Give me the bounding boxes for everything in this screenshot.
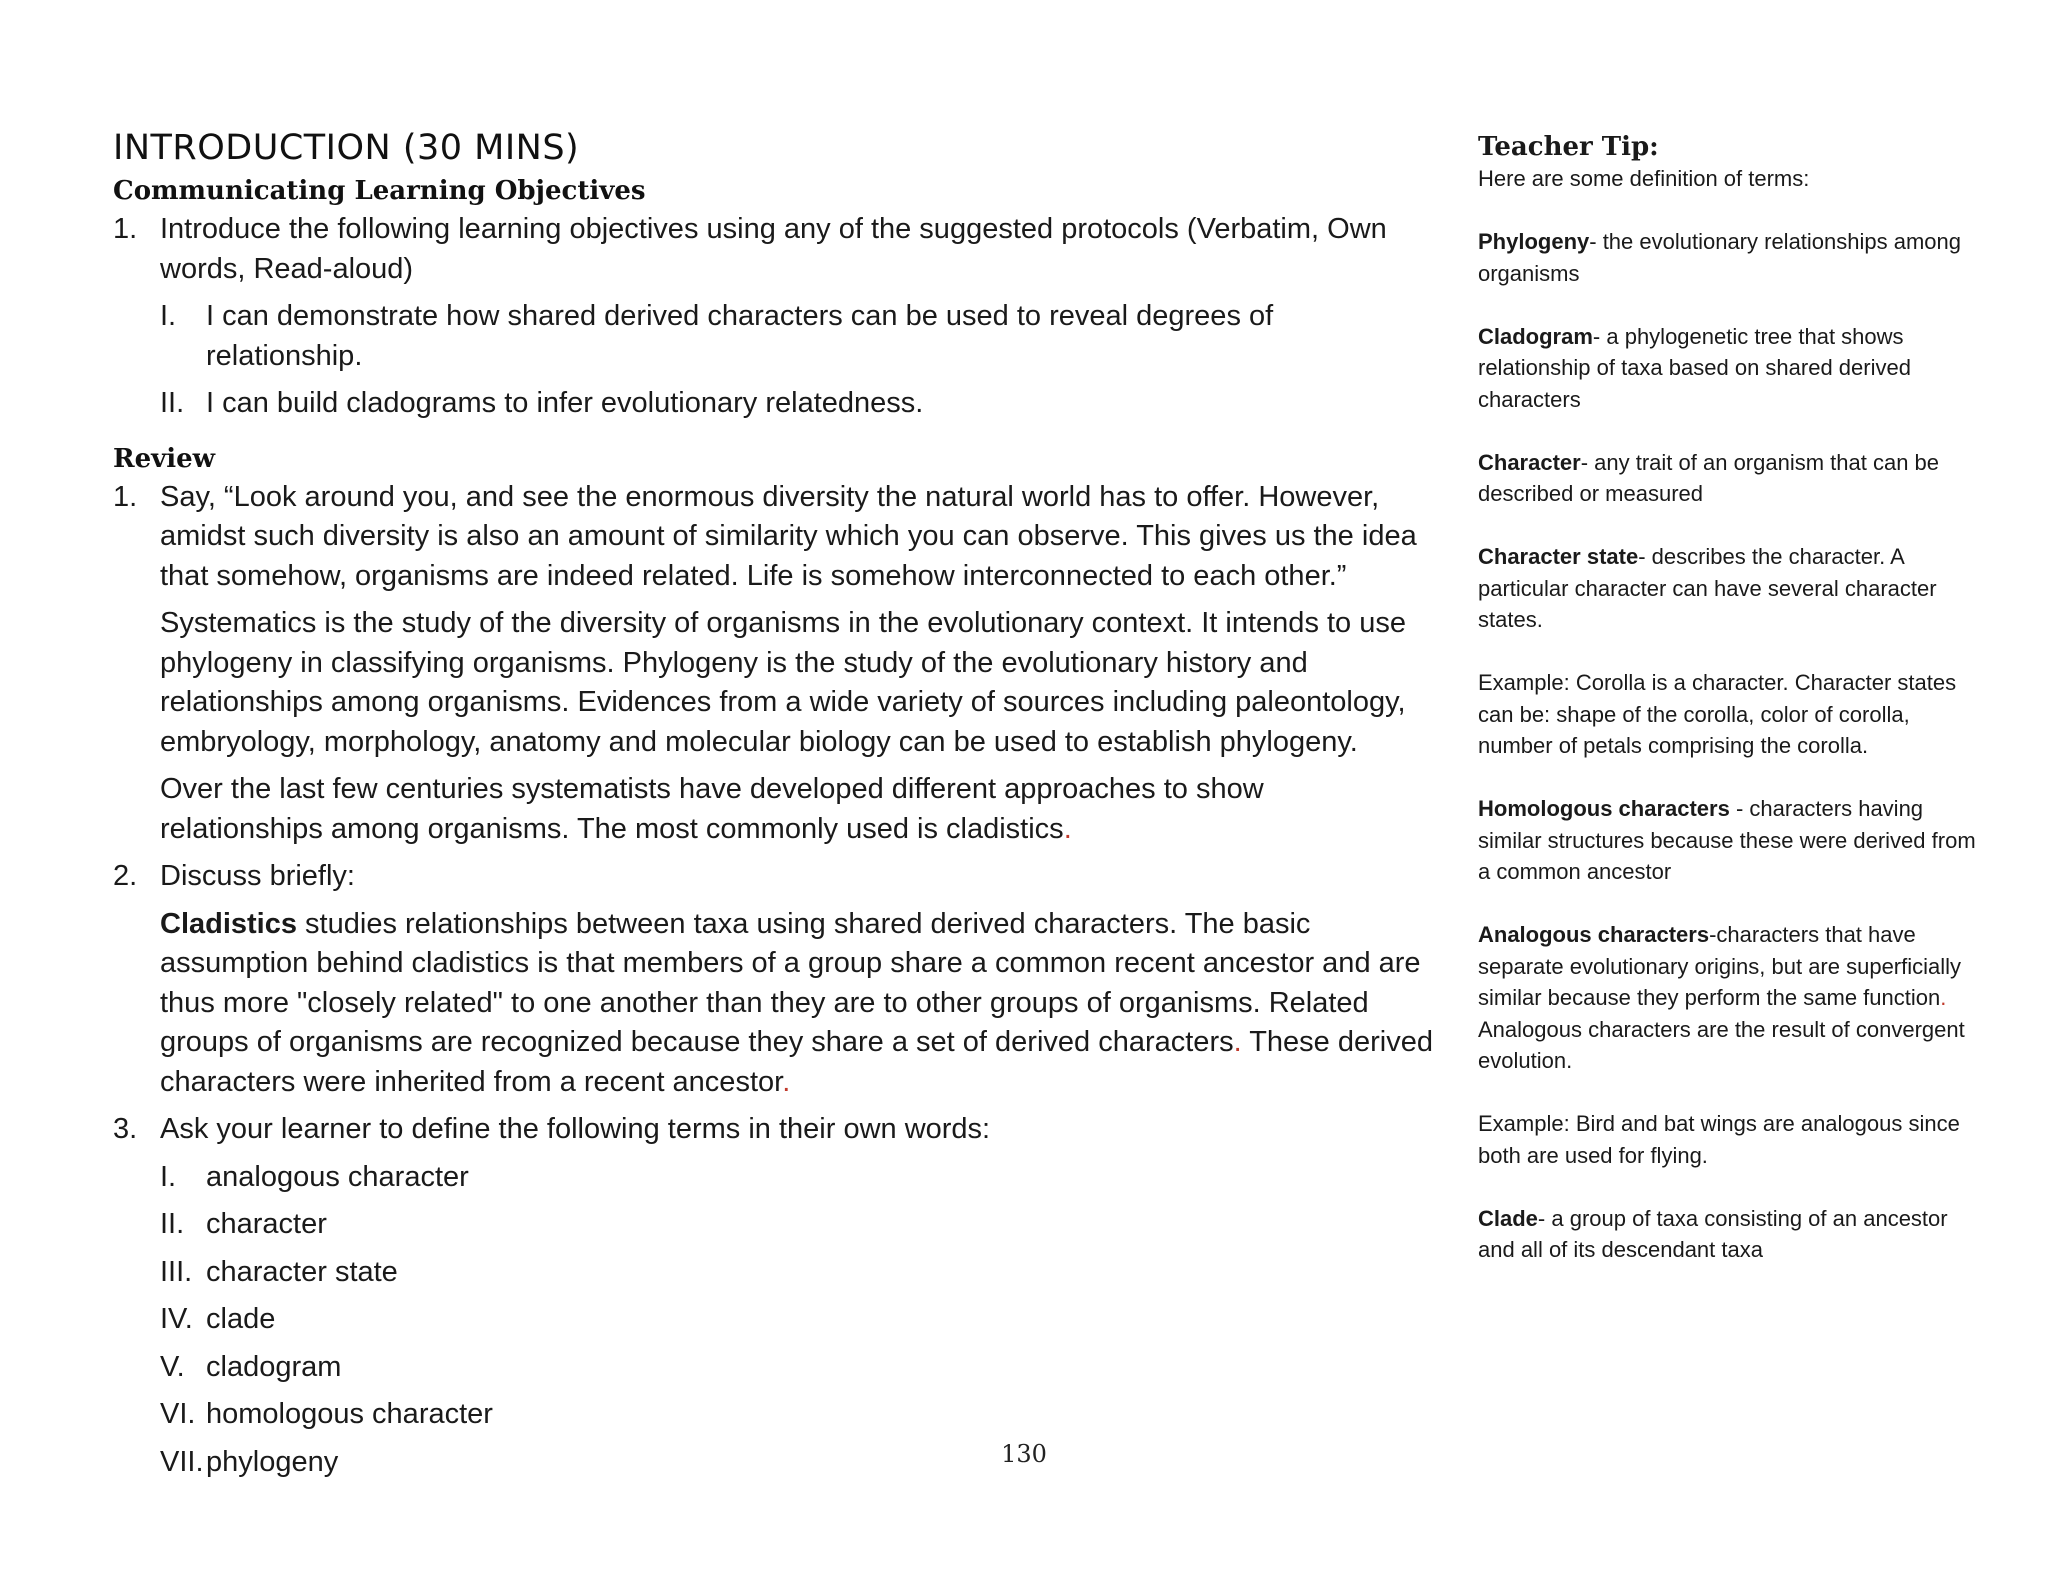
roman-numeral: V. <box>160 1350 185 1383</box>
red-period: . <box>1233 1026 1242 1058</box>
roman-numeral: VI. <box>160 1398 196 1430</box>
objective-item <box>113 384 1433 424</box>
term-text: clade <box>206 1303 276 1335</box>
cladistics-paragraph <box>113 905 1433 1103</box>
objectives-section <box>113 210 1433 424</box>
teacher-tip-intro: Here are some definition of terms: <box>1478 166 1810 191</box>
review-section <box>113 478 1433 1483</box>
list-item <box>113 1110 1433 1150</box>
definition-text: - characters having similar structures because these were derived from a common ancestor <box>1478 796 1976 884</box>
roman-numeral: III. <box>160 1255 193 1288</box>
definition-term: Cladogram <box>1478 323 1593 349</box>
paragraph-text: studies relationships between taxa using shared derived characters. The basic assumption behind cladistics is that members of a group share a common recent ancestor and are thus more "closely related" to one another than they are to other groups of organisms. Related groups of organisms are recognized because they share a set of derived characters <box>160 907 1421 1058</box>
list-item <box>113 857 1433 897</box>
list-item-text: Ask your learner to define the following terms in their own words: <box>160 1113 991 1145</box>
definition-text: - a phylogenetic tree that shows relationship of taxa based on shared derived characters <box>1478 323 1911 412</box>
term-text: cladogram <box>206 1350 342 1383</box>
term-text: character state <box>206 1255 398 1288</box>
term-item <box>113 1205 1433 1245</box>
definition-text: - describes the character. A particular character can have several character states. <box>1478 544 1937 632</box>
definition-character <box>1478 447 1978 510</box>
teacher-tip-sidebar <box>1478 131 1978 1297</box>
definition-clade <box>1478 1203 1978 1266</box>
red-period: . <box>1940 985 1947 1010</box>
term-item <box>113 1395 1433 1435</box>
paragraph <box>113 770 1433 849</box>
definition-homologous <box>1478 793 1978 888</box>
objectives-heading: Communicating Learning Objectives <box>113 176 646 206</box>
objective-text: I can demonstrate how shared derived characters can be used to reveal degrees of relationship. <box>206 300 1274 372</box>
example-corolla: Example: Corolla is a character. Character states can be: shape of the corolla, color of corolla, number of petals comprising the corolla. <box>1478 670 1957 758</box>
main-content <box>113 128 1433 1482</box>
paragraph-text: These derived characters were inherited from a recent ancestor <box>160 1026 1433 1098</box>
list-number: 3. <box>113 1113 138 1145</box>
term-text: analogous character <box>206 1160 469 1193</box>
term-text: homologous character <box>206 1398 493 1430</box>
definition-term: Clade <box>1478 1205 1538 1231</box>
objective-item <box>113 297 1433 376</box>
roman-numeral: II. <box>160 1208 185 1240</box>
term-item <box>113 1158 1433 1198</box>
roman-numeral: I. <box>160 1160 177 1193</box>
definition-term: Character <box>1478 449 1581 475</box>
list-item-text: Say, “Look around you, and see the enormous diversity the natural world has to offer. However, amidst such diversity is also an amount of similarity which you can observe. This gives us the idea that somehow, organisms are indeed related. Life is somehow interconnected to each other.” <box>160 480 1417 592</box>
list-item <box>113 478 1433 597</box>
definition-term: Phylogeny <box>1478 229 1590 254</box>
list-item <box>113 210 1433 289</box>
roman-numeral: IV. <box>160 1303 193 1335</box>
definition-term: Homologous characters <box>1478 796 1730 821</box>
paragraph-text: Over the last few centuries systematists have developed different approaches to show relationships among organisms. The most commonly used is cladistics <box>160 773 1264 845</box>
term-item <box>113 1348 1433 1388</box>
page-number: 130 <box>1001 1440 1047 1468</box>
red-period: . <box>1063 812 1072 845</box>
page-title: INTRODUCTION (30 MINS) <box>113 128 580 168</box>
paragraph: Systematics is the study of the diversity of organisms in the evolutionary context. It intends to use phylogeny in classifying organisms. Phylogeny is the study of the evolutionary history and relationships among organisms. Evidences from a wide variety of sources including paleontology, embryology, morphology, anatomy and molecular biology can be used to establish phylogeny. <box>160 607 1406 758</box>
teacher-tip-title: Teacher Tip: <box>1478 132 1659 162</box>
term-item <box>113 1300 1433 1340</box>
roman-numeral: II. <box>160 387 185 419</box>
definition-character-state <box>1478 541 1978 636</box>
definition-analogous <box>1478 919 1978 1077</box>
list-number: 2. <box>113 860 138 892</box>
roman-numeral: I. <box>160 300 177 332</box>
list-number: 1. <box>113 213 138 245</box>
term-text: phylogeny <box>206 1445 339 1478</box>
definition-term: Character state <box>1478 544 1639 569</box>
objective-text: I can build cladograms to infer evolutionary relatedness. <box>206 387 924 419</box>
cladistics-term: Cladistics <box>160 907 297 940</box>
example-wings: Example: Bird and bat wings are analogous since both are used for flying. <box>1478 1111 1960 1168</box>
definition-term: Analogous characters <box>1478 922 1710 947</box>
list-number: 1. <box>113 480 138 513</box>
term-text: character <box>206 1208 327 1240</box>
review-heading: Review <box>113 443 216 474</box>
definition-text: - the evolutionary relationships among organisms <box>1478 229 1962 286</box>
definition-text: -characters that have separate evolutionary origins, but are superficially similar because they perform the same function <box>1478 922 1962 1010</box>
roman-numeral: VII. <box>160 1445 204 1478</box>
list-item-text: Discuss briefly: <box>160 860 355 892</box>
definition-text: - a group of taxa consisting of an ancestor and all of its descendant taxa <box>1478 1205 1948 1262</box>
definition-phylogeny <box>1478 226 1978 289</box>
red-period: . <box>782 1065 791 1098</box>
definition-text: - any trait of an organism that can be described or measured <box>1478 449 1940 506</box>
list-item-text: Introduce the following learning objectives using any of the suggested protocols (Verbatim, Own words, Read-aloud) <box>160 213 1387 285</box>
term-item <box>113 1253 1433 1293</box>
definition-cladogram <box>1478 321 1978 416</box>
definition-text: Analogous characters are the result of convergent evolution. <box>1478 1016 1965 1073</box>
